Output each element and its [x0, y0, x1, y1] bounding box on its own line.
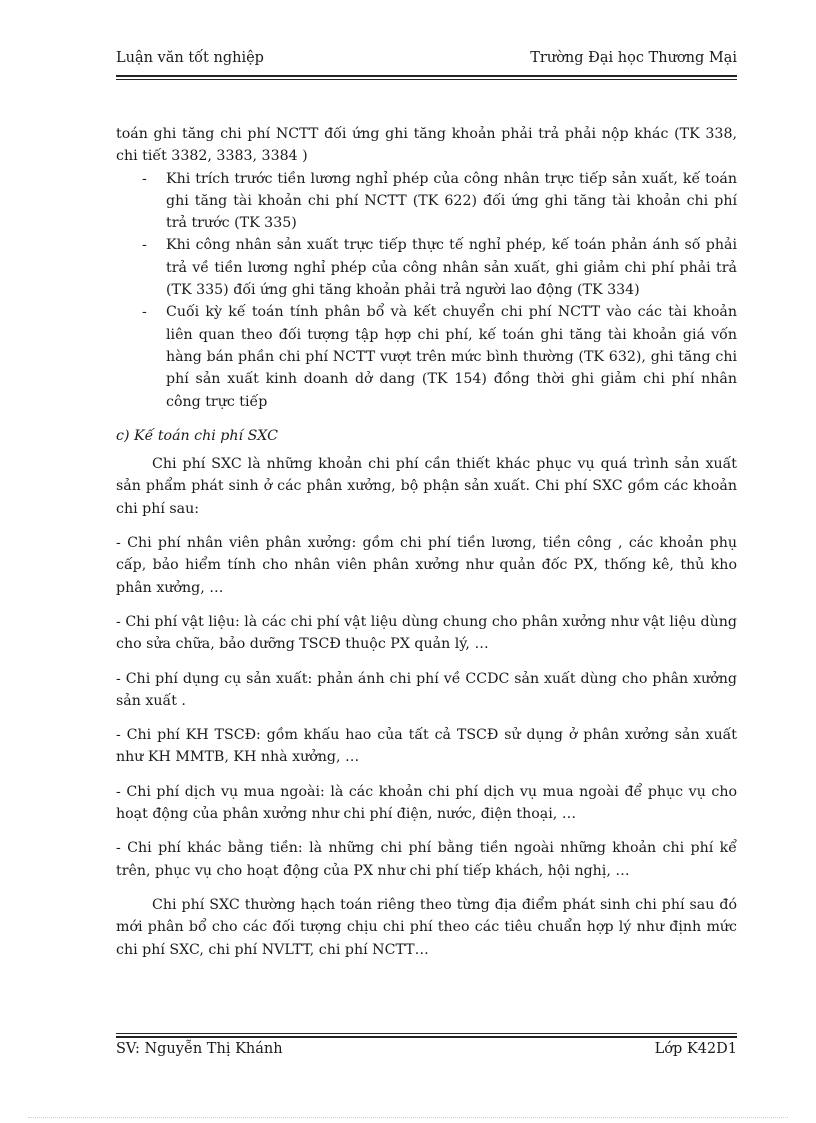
intro-paragraph: toán ghi tăng chi phí NCTT đối ứng ghi tăng khoản phải trả phải nộp khác (TK 338, chi tiết 3382, 3383, 3384 ) [116, 126, 737, 165]
header-thesis-label: Luận văn tốt nghiệp [116, 50, 264, 66]
footer-rule-thin [116, 1033, 737, 1034]
footer-class: Lớp K42D1 [654, 1041, 737, 1057]
footer-student: SV: Nguyễn Thị Khánh [116, 1041, 283, 1057]
bullet-dash: - [142, 170, 147, 187]
bullet-item [116, 301, 737, 412]
cost-item: - Chi phí vật liệu: là các chi phí vật liệu dùng chung cho phân xưởng như vật liệu dùng cho sửa chữa, bảo dưỡng TSCĐ thuộc PX quản lý, … [116, 613, 737, 653]
bullet-text: Khi trích trước tiền lương nghỉ phép của công nhân trực tiếp sản xuất, kế toán ghi tăng tài khoản chi phí NCTT (TK 622) đối ứng ghi tăng tài khoản chi phí trả trước (TK 335) [166, 170, 737, 232]
cost-item: - Chi phí nhân viên phân xưởng: gồm chi phí tiền lương, tiền công , các khoản phụ cấp, bảo hiểm tính cho nhân viên phân xưởng như quản đốc PX, thống kê, thủ kho phân xưởng, … [116, 535, 737, 596]
cost-item: - Chi phí dịch vụ mua ngoài: là các khoản chi phí dịch vụ mua ngoài để phục vụ cho hoạt động của phân xưởng như chi phí điện, nước, điện thoại, … [116, 783, 737, 823]
bullet-item [116, 168, 737, 235]
cost-item: - Chi phí KH TSCĐ: gồm khấu hao của tất cả TSCĐ sử dụng ở phân xưởng sản xuất như KH MMTB, KH nhà xưởng, … [116, 727, 737, 766]
section-heading: c) Kế toán chi phí SXC [116, 427, 278, 444]
page-edge-divider [28, 1117, 788, 1118]
section-intro-paragraph: Chi phí SXC là những khoản chi phí cần thiết khác phục vụ quá trình sản xuất sản phẩm phát sinh ở các phân xưởng, bộ phận sản xuất. Chi phí SXC gồm các khoản chi phí sau: [116, 456, 737, 517]
page-body [116, 123, 737, 961]
bullet-item [116, 234, 737, 301]
header-rule-thin [116, 79, 737, 80]
header-university: Trường Đại học Thương Mại [530, 50, 737, 66]
bullet-dash: - [142, 304, 147, 321]
closing-paragraph: Chi phí SXC thường hạch toán riêng theo từng địa điểm phát sinh chi phí sau đó mới phân bổ cho các đối tượng chịu chi phí theo các tiêu chuẩn hợp lý như định mức chi phí SXC, chi phí NVLTT, chi phí NCTT… [116, 896, 737, 958]
bullet-dash: - [142, 237, 147, 254]
bullet-text: Khi công nhân sản xuất trực tiếp thực tế nghỉ phép, kế toán phản ánh số phải trả về tiền lương nghỉ phép của công nhân sản xuất, ghi giảm chi phí phải trả (TK 335) đối ứng ghi tăng khoản phải trả người lao động (TK 334) [166, 237, 737, 299]
footer-rule-thick [116, 1036, 737, 1038]
cost-item: - Chi phí khác bằng tiền: là những chi phí bằng tiền ngoài những khoản chi phí kể trên, phục vụ cho hoạt động của PX như chi phí tiếp khách, hội nghị, … [116, 840, 737, 879]
page-header [116, 50, 737, 72]
page-footer [116, 1041, 737, 1063]
cost-item: - Chi phí dụng cụ sản xuất: phản ánh chi phí về CCDC sản xuất dùng cho phân xưởng sản xuất . [116, 670, 737, 709]
bullet-text: Cuối kỳ kế toán tính phân bổ và kết chuyển chi phí NCTT vào các tài khoản liên quan theo đối tượng tập hợp chi phí, kế toán ghi tăng tài khoản giá vốn hàng bán phần chi phí NCTT vượt trên mức bình thường (TK 632), ghi tăng chi phí sản xuất kinh doanh dở dang (TK 154) đồng thời ghi giảm chi phí nhân công trực tiếp [166, 304, 737, 410]
bullet-list [116, 168, 737, 413]
header-rule-thick [116, 75, 737, 77]
